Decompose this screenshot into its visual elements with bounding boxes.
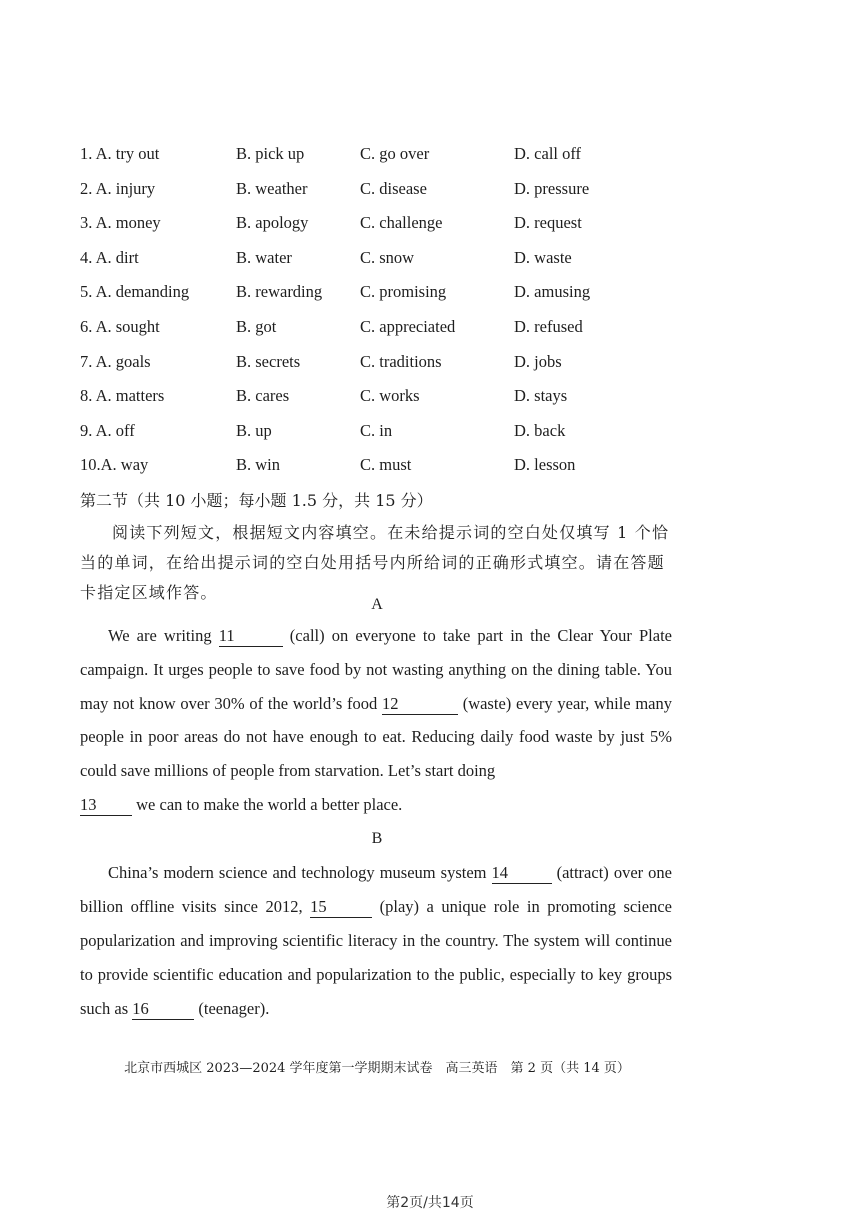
page-number: 第2页/共14页	[386, 1195, 474, 1211]
option-row-3	[80, 207, 700, 242]
option-b: B. water	[236, 247, 292, 267]
passage-b	[80, 856, 672, 1026]
option-b: B. secrets	[236, 351, 301, 371]
passage-text: (waste) every year, while many people in poor areas do not have enough to eat. Reducing daily food waste by just 5% could save millions of people from starvation. Let’s start doing	[80, 693, 672, 781]
passage-text: (call) on everyone to take part in the Clear Your Plate campaign. It urges people to save food by not wasting anything on the dining table. You may not know over 30% of the world’s food	[80, 626, 672, 713]
option-row-6	[80, 311, 700, 346]
option-row-4	[80, 242, 700, 277]
option-c: C. challenge	[360, 213, 443, 233]
option-a: 8. A. matters	[80, 386, 165, 406]
option-a: 3. A. money	[80, 213, 161, 233]
option-d: D. amusing	[514, 282, 591, 302]
option-d: D. stays	[514, 386, 568, 406]
blank-14: 14	[492, 863, 552, 884]
option-b: B. cares	[236, 386, 290, 406]
option-c: C. promising	[360, 282, 447, 302]
option-c: C. must	[360, 455, 412, 475]
option-d: D. request	[514, 213, 582, 233]
option-b: B. rewarding	[236, 282, 323, 302]
option-b: B. got	[236, 316, 277, 336]
option-c: C. in	[360, 420, 393, 440]
passage-text: (teenager).	[194, 999, 270, 1018]
option-c: C. go over	[360, 144, 430, 163]
option-row-7	[80, 346, 700, 381]
option-d: D. refused	[514, 316, 583, 336]
option-a: 7. A. goals	[80, 351, 151, 371]
option-a: 6. A. sought	[80, 316, 160, 336]
option-d: D. pressure	[514, 178, 590, 198]
option-a: 10.A. way	[80, 455, 149, 475]
passage-text: We are writing	[108, 626, 219, 645]
exam-footer: 北京市西城区 2023—2024 学年度第一学期期末试卷 高三英语 第 2 页（共 14 页）	[124, 1061, 630, 1076]
option-c: C. works	[360, 386, 420, 406]
section-title: 第二节（共 10 小题；每小题 1.5 分，共 15 分）	[80, 491, 433, 510]
option-row-10	[80, 449, 700, 484]
passage-text: (play) a unique role in promoting science popularization and improving scientific literacy in the country. The system will continue to provide scientific education and popularization to the public, especially to key groups such as	[80, 897, 672, 1018]
option-c: C. snow	[360, 247, 415, 267]
option-d: D. call off	[514, 144, 582, 163]
section-instructions: 阅读下列短文，根据短文内容填空。在未给提示词的空白处仅填写 1 个恰当的单词，在给出提示词的空白处用括号内所给词的正确形式填空。请在答题卡指定区域作答。	[80, 523, 670, 602]
option-a: 1. A. try out	[80, 144, 160, 163]
option-row-8	[80, 380, 700, 415]
option-d: D. jobs	[514, 351, 562, 371]
option-b: B. pick up	[236, 144, 305, 163]
option-row-5	[80, 276, 700, 311]
option-c: C. appreciated	[360, 316, 456, 336]
blank-13: 13	[80, 795, 132, 816]
option-a: 2. A. injury	[80, 178, 156, 198]
blank-16: 16	[132, 999, 194, 1020]
passage-a	[80, 619, 672, 822]
blank-12: 12	[382, 694, 458, 715]
option-c: C. disease	[360, 178, 427, 198]
option-b: B. apology	[236, 213, 309, 233]
blank-11: 11	[219, 626, 283, 647]
option-row-1	[80, 138, 700, 173]
option-b: B. win	[236, 455, 281, 475]
option-d: D. waste	[514, 247, 572, 267]
passage-text: we can to make the world a better place.	[132, 794, 403, 814]
passage-text: (attract) over one billion offline visits since 2012,	[80, 863, 672, 916]
option-b: B. up	[236, 420, 272, 440]
option-row-2	[80, 173, 700, 208]
passage-text: China’s modern science and technology museum system	[108, 863, 492, 882]
option-a: 9. A. off	[80, 420, 135, 440]
option-d: D. lesson	[514, 455, 576, 475]
option-c: C. traditions	[360, 351, 442, 371]
option-a: 4. A. dirt	[80, 247, 139, 267]
option-b: B. weather	[236, 178, 308, 198]
option-row-9	[80, 415, 700, 450]
passage-b-label: B	[371, 830, 383, 847]
passage-a-label: A	[371, 596, 383, 613]
option-d: D. back	[514, 420, 566, 440]
options-table	[80, 138, 700, 484]
option-a: 5. A. demanding	[80, 282, 190, 302]
blank-15: 15	[310, 897, 372, 918]
